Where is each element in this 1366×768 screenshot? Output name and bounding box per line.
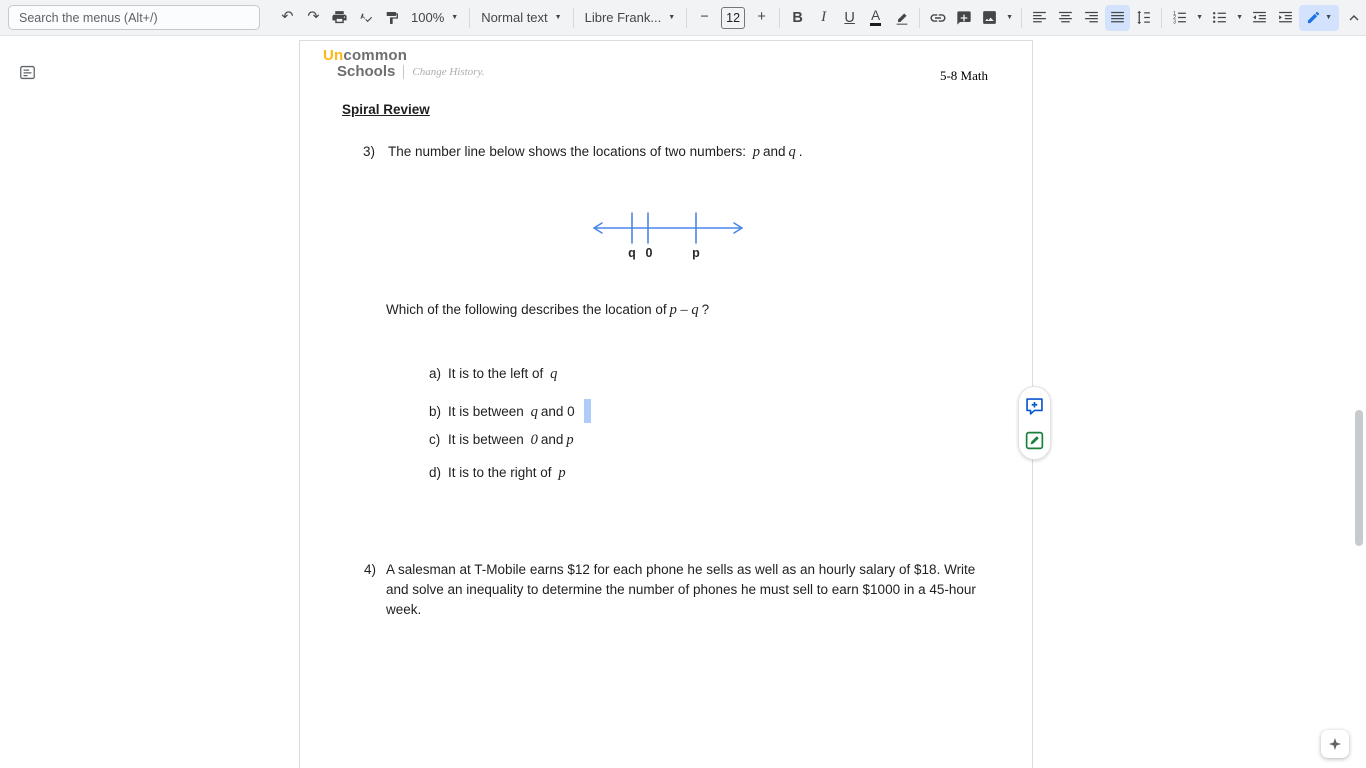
chevron-down-icon: ▼ — [1236, 14, 1244, 21]
decrease-indent-button[interactable] — [1247, 5, 1272, 31]
option-letter[interactable]: d) — [429, 465, 442, 480]
option-letter[interactable]: c) — [429, 432, 441, 447]
align-justify-button[interactable] — [1105, 5, 1130, 31]
bulleted-list-menu-button[interactable] — [1233, 5, 1246, 31]
numbered-list-menu-button[interactable] — [1193, 5, 1206, 31]
option-row-c[interactable] — [429, 432, 591, 452]
option-row-a[interactable] — [429, 366, 591, 386]
align-center-icon — [1057, 9, 1074, 26]
insert-image-menu-button[interactable] — [1003, 5, 1016, 31]
highlight-color-button[interactable] — [889, 5, 914, 31]
spellcheck-icon — [357, 9, 374, 26]
logo-un: Un — [323, 47, 344, 64]
logo-common: common — [343, 47, 408, 64]
number-line-graphic — [588, 209, 748, 261]
math-var-q[interactable]: q — [788, 144, 796, 160]
insert-link-button[interactable] — [925, 5, 950, 31]
print-icon — [331, 9, 348, 26]
line-spacing-icon — [1135, 9, 1152, 26]
pen-icon — [1306, 10, 1321, 25]
number-line-label-p: p — [692, 246, 700, 260]
suggest-edits-button[interactable] — [1024, 429, 1046, 451]
option-letter[interactable]: a) — [429, 366, 442, 381]
svg-text:1: 1 — [1173, 10, 1177, 17]
option-row-b[interactable] — [429, 399, 591, 419]
font-size-input[interactable] — [721, 7, 745, 29]
question-3[interactable] — [363, 144, 803, 161]
increase-indent-icon — [1277, 9, 1294, 26]
header-course-label[interactable]: 5-8 Math — [939, 68, 988, 83]
question-number[interactable]: 3) — [363, 144, 376, 159]
chevron-up-icon — [1346, 10, 1362, 26]
increase-font-size-button[interactable] — [749, 5, 774, 31]
number-line-figure[interactable] — [588, 209, 748, 266]
add-comment-icon — [956, 10, 972, 26]
chevron-down-icon: ▼ — [451, 14, 459, 21]
math-var-p[interactable]: p — [752, 144, 760, 160]
document-outline-icon — [18, 63, 37, 82]
chevron-down-icon: ▼ — [1006, 14, 1014, 21]
zoom-value: 100% — [411, 10, 445, 25]
toolbar — [0, 0, 1366, 36]
math-expression[interactable]: p – q — [669, 302, 699, 318]
logo-line-1 — [323, 48, 484, 64]
add-comment-icon — [1024, 396, 1045, 417]
font-select[interactable] — [579, 5, 682, 31]
prompt-mark[interactable]: ? — [701, 302, 710, 317]
font-value: Libre Frank... — [584, 10, 662, 25]
toolbar-separator — [686, 8, 687, 28]
decrease-indent-icon — [1251, 9, 1268, 26]
toolbar-separator — [1021, 8, 1022, 28]
logo-schools: Schools — [337, 63, 396, 80]
section-heading[interactable]: Spiral Review — [342, 102, 430, 117]
option-text[interactable]: It is between — [448, 432, 524, 447]
align-left-button[interactable] — [1027, 5, 1052, 31]
toolbar-separator — [573, 8, 574, 28]
document-page[interactable] — [299, 40, 1033, 768]
text-selection-cursor — [584, 399, 591, 423]
decrease-font-size-button[interactable] — [692, 5, 717, 31]
minus-icon: − — [700, 9, 709, 26]
uncommon-schools-logo — [323, 48, 484, 80]
align-right-icon — [1083, 9, 1100, 26]
question-text[interactable]: A salesman at T-Mobile earns $12 for each phone he sells as well as an hourly salary of $18. Write and solve an inequality to determine the number of phones he must sell to earn $1000 in a 45-hour week. — [386, 562, 976, 617]
add-comment-button[interactable] — [951, 5, 976, 31]
link-icon — [929, 9, 947, 27]
prompt-text[interactable]: Which of the following describes the location of — [386, 302, 667, 317]
toolbar-separator — [779, 8, 780, 28]
svg-text:3: 3 — [1173, 19, 1177, 26]
spellcheck-button[interactable] — [353, 5, 378, 31]
option-text[interactable]: It is to the left of — [448, 366, 544, 381]
paint-format-icon — [384, 10, 400, 26]
chevron-down-icon: ▼ — [1325, 14, 1333, 21]
logo-tagline: Change History. — [412, 66, 485, 78]
option-text[interactable]: and — [540, 432, 564, 447]
increase-indent-button[interactable] — [1273, 5, 1298, 31]
bulleted-list-icon — [1211, 9, 1228, 26]
option-var[interactable]: q — [530, 404, 538, 420]
toolbar-separator — [1161, 8, 1162, 28]
question-text[interactable]: and — [762, 144, 786, 159]
option-var[interactable]: q — [550, 366, 558, 382]
option-letter[interactable]: b) — [429, 404, 442, 419]
underline-icon: U — [844, 9, 855, 26]
logo-line-2 — [323, 64, 484, 80]
hide-menus-button[interactable] — [1341, 5, 1366, 31]
plus-icon: + — [757, 9, 766, 26]
quick-add-comment-button[interactable] — [1024, 395, 1046, 417]
option-var[interactable]: 0 — [530, 432, 538, 448]
italic-icon: I — [821, 9, 827, 25]
option-text[interactable]: It is to the right of — [448, 465, 552, 480]
quick-actions-pill — [1018, 386, 1051, 460]
chevron-down-icon: ▼ — [668, 14, 676, 21]
align-center-button[interactable] — [1053, 5, 1078, 31]
option-text[interactable]: It is between — [448, 404, 524, 419]
line-spacing-button[interactable] — [1131, 5, 1156, 31]
show-outline-button[interactable] — [16, 61, 38, 83]
question-3-prompt[interactable] — [386, 302, 709, 319]
paragraph-style-value: Normal text — [481, 10, 548, 25]
option-var[interactable]: p — [558, 465, 566, 481]
bold-icon: B — [792, 9, 803, 26]
question-text[interactable]: The number line below shows the locations of two numbers: — [388, 144, 746, 159]
italic-button[interactable] — [811, 5, 836, 31]
print-button[interactable] — [327, 5, 352, 31]
bold-button[interactable] — [785, 5, 810, 31]
numbered-list-icon — [1171, 9, 1188, 26]
font-size-value: 12 — [726, 10, 741, 25]
vertical-scrollbar[interactable] — [1355, 410, 1363, 546]
chevron-down-icon: ▼ — [554, 14, 562, 21]
align-justify-icon — [1109, 9, 1126, 26]
explore-button[interactable] — [1321, 730, 1349, 758]
paint-format-button[interactable] — [379, 5, 404, 31]
suggest-edit-icon — [1024, 430, 1045, 451]
option-var[interactable]: p — [566, 432, 574, 448]
toolbar-separator — [919, 8, 920, 28]
paragraph-style-select[interactable] — [475, 5, 567, 31]
search-input[interactable] — [8, 5, 260, 30]
option-text[interactable]: and 0 — [540, 404, 575, 419]
align-right-button[interactable] — [1079, 5, 1104, 31]
svg-text:2: 2 — [1173, 15, 1177, 22]
number-line-label-0: 0 — [645, 246, 653, 260]
numbered-list-button[interactable] — [1167, 5, 1192, 31]
image-icon — [981, 9, 998, 26]
undo-button[interactable] — [275, 5, 300, 31]
zoom-select[interactable] — [405, 5, 464, 31]
highlighter-icon — [894, 10, 910, 26]
redo-icon: ↷ — [307, 9, 320, 26]
question-4[interactable] — [364, 560, 988, 620]
undo-icon: ↶ — [281, 9, 294, 26]
explore-icon — [1327, 736, 1343, 752]
number-line-label-q: q — [628, 246, 636, 260]
option-row-d[interactable] — [429, 465, 591, 485]
question-number[interactable]: 4) — [364, 562, 377, 577]
text-color-button[interactable] — [863, 5, 888, 31]
align-left-icon — [1031, 9, 1048, 26]
text-color-icon: A — [870, 9, 881, 26]
chevron-down-icon: ▼ — [1196, 14, 1204, 21]
insert-image-button[interactable] — [977, 5, 1002, 31]
bulleted-list-button[interactable] — [1207, 5, 1232, 31]
question-text[interactable]: . — [798, 144, 803, 159]
toolbar-separator — [469, 8, 470, 28]
answer-options — [429, 366, 591, 498]
redo-button[interactable] — [301, 5, 326, 31]
logo-divider — [403, 65, 404, 79]
editing-mode-button[interactable] — [1299, 5, 1339, 31]
underline-button[interactable] — [837, 5, 862, 31]
